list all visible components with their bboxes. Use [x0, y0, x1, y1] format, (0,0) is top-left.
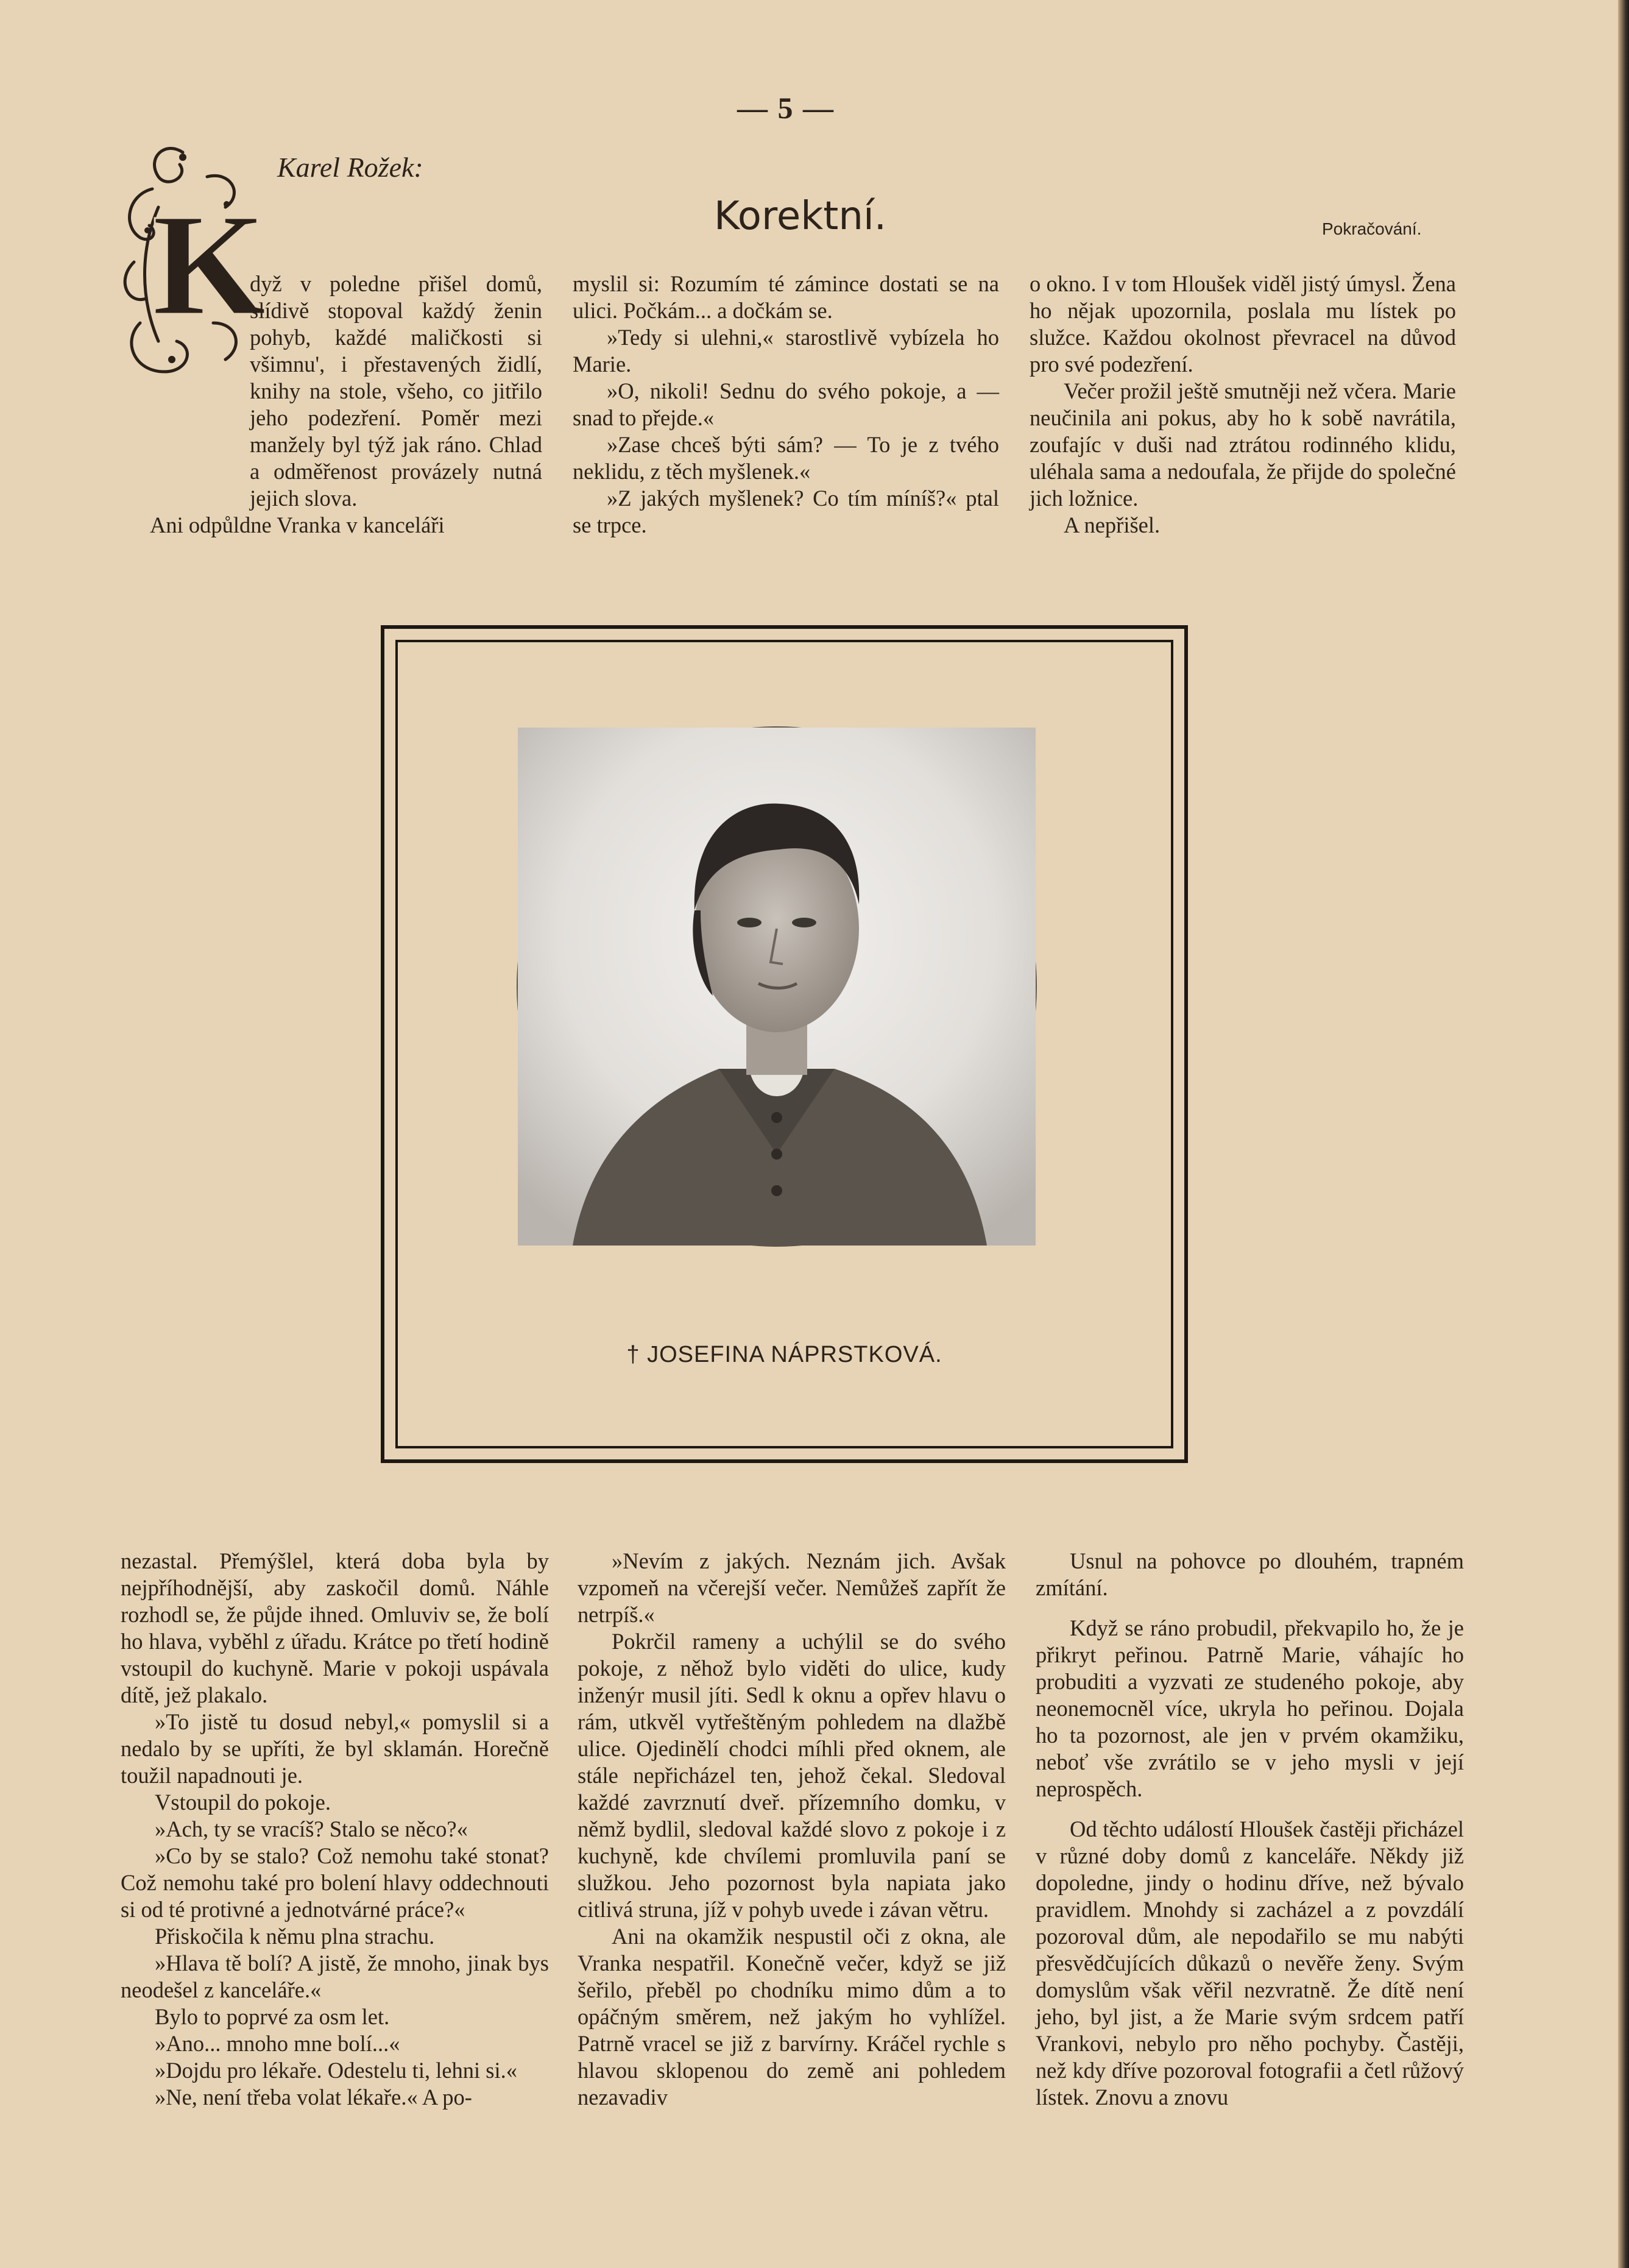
paragraph: »To jistě tu dosud nebyl,« pomyslil si a nedalo by se upříti, že byl sklamán. Horečně toužil napadnouti je.	[121, 1709, 549, 1788]
author-name: Karel Rožek:	[277, 152, 423, 183]
paragraph: Od těchto událostí Hloušek častěji přicházel v různé doby domů z kanceláře. Někdy již dopoledne, jindy o hodinu dříve, než bývalo pravidlem. Mnohdy si zacházel a z povzdálí pozoroval dům, ale nepodařilo se mu nabýti přesvědčujících důkazů o nevěře ženy. Svým domyslům však věřil nezvratně. Že dítě není jeho, byl jist, a že Marie svým srdcem patří Vrankovi, nebylo pro něho pochyby. Častěji, než kdy dříve pozoroval fotografii a četl růžový lístek. Znovu a znovu	[1036, 1816, 1464, 2110]
page-edge	[1618, 0, 1629, 2268]
top-column-2	[573, 271, 999, 539]
paragraph: »Dojdu pro lékaře. Odestelu ti, lehni si.«	[155, 2058, 518, 2083]
paragraph: Ani odpůldne Vranka v kanceláři	[150, 512, 445, 537]
paragraph: Když se ráno probudil, překvapilo ho, že je přikryt peřinou. Patrně Marie, váhajíc ho probuditi a vyzvati ze studeného pokoje, aby neonemocněl více, ukryla ho peřinou. Dojala ho ta pozornost, ale jen v prvém okamžiku, neboť vše zvrátilo se v jeho mysli v její neprospěch.	[1036, 1615, 1464, 1801]
paragraph: Ani na okamžik nespustil oči z okna, ale Vranka nespatřil. Konečně večer, když se již šeřilo, přeběl po chodníku mimo dům a to opáčným směrem, než jakým ho vyhlížel. Patrně vracel se již z barvírny. Kráčel rychle s hlavou sklopenou do země ani pohledem nezavadiv	[578, 1924, 1006, 2110]
article-title: Korektní.	[714, 194, 887, 239]
portrait-frame	[381, 625, 1188, 1463]
paragraph: »Z jakých myšlenek? Co tím míníš?« ptal se trpce.	[573, 486, 999, 537]
paragraph: »Co by se stalo? Což nemohu také stonat? Což nemohu také pro bolení hlavy oddechnouti si od té protivné a jednotvárné práce?«	[121, 1843, 549, 1922]
paragraph: o okno. I v tom Hloušek viděl jistý úmysl. Žena ho nějak upozornila, poslala mu lístek po služce. Každou okolnost převracel na důvod pro své podezření.	[1030, 271, 1456, 377]
paragraph: nezastal. Přemýšlel, která doba byla by nejpříhodnější, aby zaskočil domů. Náhle rozhodl se, že půjde ihned. Omluviv se, že bolí ho hlava, vyběhl z úřadu. Krátce po třetí hodině vstoupil do kuchyně. Marie v pokoji uspávala dítě, jež plakalo.	[121, 1548, 549, 1707]
bottom-column-3	[1036, 1548, 1464, 2111]
bottom-column-2	[578, 1548, 1006, 2111]
paragraph: myslil si: Rozumím té zámince dostati se na ulici. Počkám... a dočkám se.	[573, 271, 999, 323]
top-column-3	[1030, 271, 1456, 539]
paragraph: Pokrčil rameny a uchýlil se do svého pokoje, z něhož bylo viděti do ulice, kudy inženýr musil jíti. Sedl k oknu a opřev hlavu o rám, utkvěl vytřeštěným pohledem na dlažbě ulice. Ojedinělí chodci míhli před oknem, ale stále nepřicházel ten, jehož čekal. Sledoval každé zavrznutí dveř. přízemního domku, v němž bydlil, sledoval každé slovo z pokoje i z kuchyně, kde chvílemi promluvila paní se služkou. Jeho pozornost byla napiata jako citlivá struna, jíž v pohyb uvede i závan větru.	[578, 1629, 1006, 1922]
page-number: — 5 —	[737, 91, 835, 125]
portrait-photo	[517, 726, 1037, 1247]
paragraph: »Ano... mnoho mne bolí...«	[155, 2031, 400, 2056]
paragraph: Vstoupil do pokoje.	[155, 1790, 331, 1815]
paragraph: Večer prožil ještě smutněji než včera. Marie neučinila ani pokus, aby ho k sobě navrátila, zoufajíc v duši nad ztrátou rodinného klidu, uléhala sama a nedoufala, že přijde do společné jich ložnice.	[1030, 378, 1456, 511]
bottom-column-1	[121, 1548, 549, 2111]
paragraph: »Tedy si ulehni,« starostlivě vybízela ho Marie.	[573, 325, 999, 377]
paragraph: »Ne, není třeba volat lékaře.« A po-	[155, 2085, 472, 2110]
paragraph: A nepřišel.	[1064, 512, 1161, 537]
paragraph: »Ach, ty se vracíš? Stalo se něco?«	[155, 1816, 468, 1841]
paragraph: »Zase chceš býti sám? — To je z tvého neklidu, z těch myšlenek.«	[573, 432, 999, 484]
paragraph: Přiskočila k němu plna strachu.	[155, 1924, 435, 1949]
paragraph: »O, nikoli! Sednu do svého pokoje, a — snad to přejde.«	[573, 378, 999, 430]
paragraph: dyž v poledne přišel domů, slídivě stopoval každý ženin pohyb, každé maličkosti si všimnu', i přestavených židlí, knihy na stole, všeho, co jitřilo jeho podezření. Poměr mezi manžely byl týž jak ráno. Chlad a odměřenost provázely nutná jejich slova.	[250, 271, 542, 511]
continued-note: Pokračování.	[1322, 219, 1422, 238]
paragraph: Usnul na pohovce po dlouhém, trapném zmítání.	[1036, 1548, 1464, 1600]
drop-cap-letter: K	[152, 183, 266, 346]
paragraph: »Hlava tě bolí? A jistě, že mnoho, jinak bys neodešel z kanceláře.«	[121, 1951, 549, 2002]
portrait-caption: † JOSEFINA NÁPRSTKOVÁ.	[626, 1342, 942, 1367]
paragraph: Bylo to poprvé za osm let.	[155, 2004, 390, 2029]
paragraph: »Nevím z jakých. Neznám jich. Avšak vzpomeň na včerejší večer. Nemůžeš zapřít že netrpíš.«	[578, 1548, 1006, 1627]
top-column-1	[116, 271, 542, 539]
